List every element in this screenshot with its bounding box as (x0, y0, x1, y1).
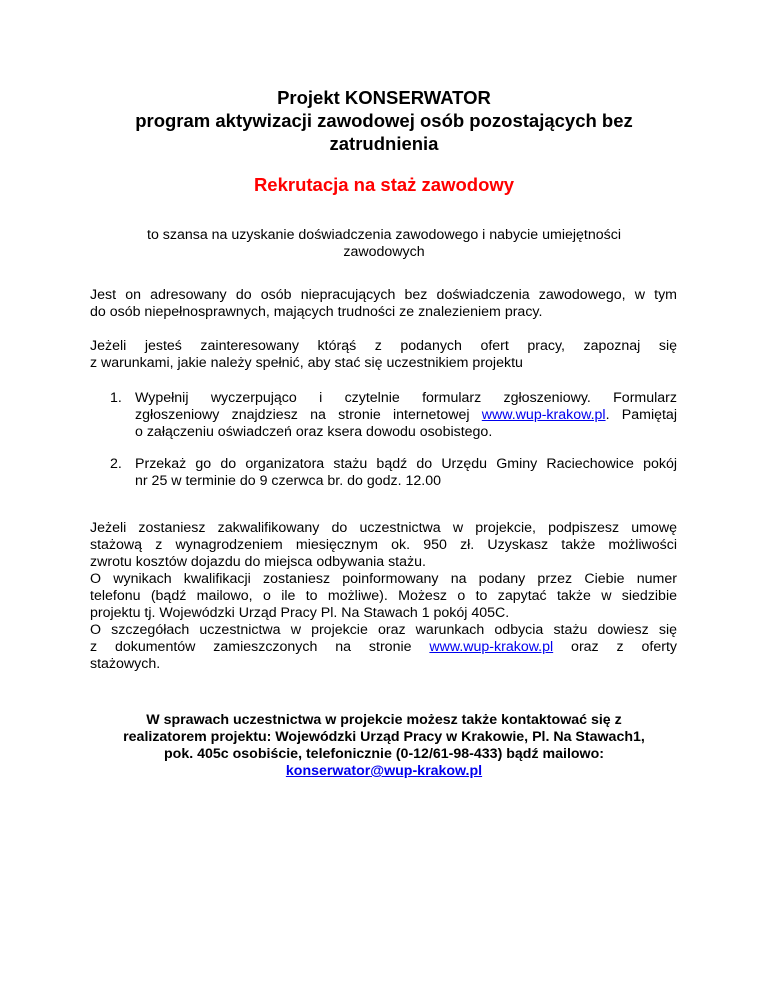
step-2-line-1: Przekaż go do organizatora stażu bądź do Urzędu Gminy Raciechowice pokój (135, 456, 677, 472)
intro-paragraph-1 (90, 287, 677, 321)
details-line-1: Jeżeli zostaniesz zakwalifikowany do uczestnictwa w projekcie, podpiszesz umowę (90, 520, 677, 536)
details-line-3: zwrotu kosztów dojazdu do miejsca odbywania stażu. (90, 554, 426, 570)
tagline (130, 227, 638, 261)
page-title (90, 86, 678, 155)
intro-p1-line-2: do osób niepełnosprawnych, mających trudności ze znalezieniem pracy. (90, 304, 543, 320)
step-body (135, 390, 677, 441)
details-line-5: telefonu (bądź mailowo, o ile to możliwe). Możesz o to zapytać także w siedzibie (90, 588, 677, 604)
title-line-3: zatrudnienia (329, 133, 439, 154)
tagline-line-2: zawodowych (343, 244, 425, 260)
contact-line-1: W sprawach uczestnictwa w projekcie możesz także kontaktować się z (146, 712, 622, 728)
step-body (135, 456, 677, 490)
step-1-line-2: zgłoszeniowy znajdziesz na stronie internetowej www.wup-krakow.pl. Pamiętaj (135, 407, 677, 423)
intro-paragraph-2 (90, 338, 677, 372)
website-link[interactable]: www.wup-krakow.pl (429, 639, 554, 655)
details-line-6: projektu tj. Wojewódzki Urząd Pracy Pl. Na Stawach 1 pokój 405C. (90, 605, 510, 621)
details-paragraph (90, 520, 677, 673)
details-line-9: stażowych. (90, 656, 161, 672)
contact-line-3: pok. 405c osobiście, telefonicznie (0-12/61-98-433) bądź mailowo: (164, 746, 604, 762)
step-2-line-2: nr 25 w terminie do 9 czerwca br. do godz. 12.00 (135, 473, 441, 489)
details-line-2: stażową z wynagrodzeniem miesięcznym ok. 950 zł. Uzyskasz także możliwości (90, 537, 677, 553)
step-number: 1. (110, 390, 122, 406)
step-1-line-3: o załączeniu oświadczeń oraz ksera dowodu osobistego. (135, 424, 493, 440)
contact-line-2: realizatorem projektu: Wojewódzki Urząd Pracy w Krakowie, Pl. Na Stawach1, (123, 729, 645, 745)
intro-p2-line-1: Jeżeli jesteś zainteresowany którąś z podanych ofert pracy, zapoznaj się (90, 338, 677, 354)
intro-p1-line-1: Jest on adresowany do osób niepracujących bez doświadczenia zawodowego, w tym (90, 287, 677, 303)
title-line-2: program aktywizacji zawodowej osób pozostających bez (135, 110, 633, 131)
title-line-1: Projekt KONSERWATOR (277, 87, 491, 108)
intro-p2-line-2: z warunkami, jakie należy spełnić, aby stać się uczestnikiem projektu (90, 355, 523, 371)
step-1-line-1: Wypełnij wyczerpująco i czytelnie formularz zgłoszeniowy. Formularz (135, 390, 677, 406)
tagline-line-1: to szansa na uzyskanie doświadczenia zawodowego i nabycie umiejętności (147, 227, 621, 243)
website-link[interactable]: www.wup-krakow.pl (481, 407, 606, 423)
details-line-7: O szczegółach uczestnictwa w projekcie oraz warunkach odbycia stażu dowiesz się (90, 622, 677, 638)
details-line-8: z dokumentów zamieszczonych na stronie www.wup-krakow.pl oraz z oferty (90, 639, 677, 655)
subtitle: Rekrutacja na staż zawodowy (253, 174, 515, 195)
details-line-4: O wynikach kwalifikacji zostaniesz poinformowany na podany przez Ciebie numer (90, 571, 677, 587)
step-number: 2. (110, 456, 122, 472)
contact-block (90, 712, 678, 780)
contact-email-link[interactable]: konserwator@wup-krakow.pl (285, 763, 483, 779)
